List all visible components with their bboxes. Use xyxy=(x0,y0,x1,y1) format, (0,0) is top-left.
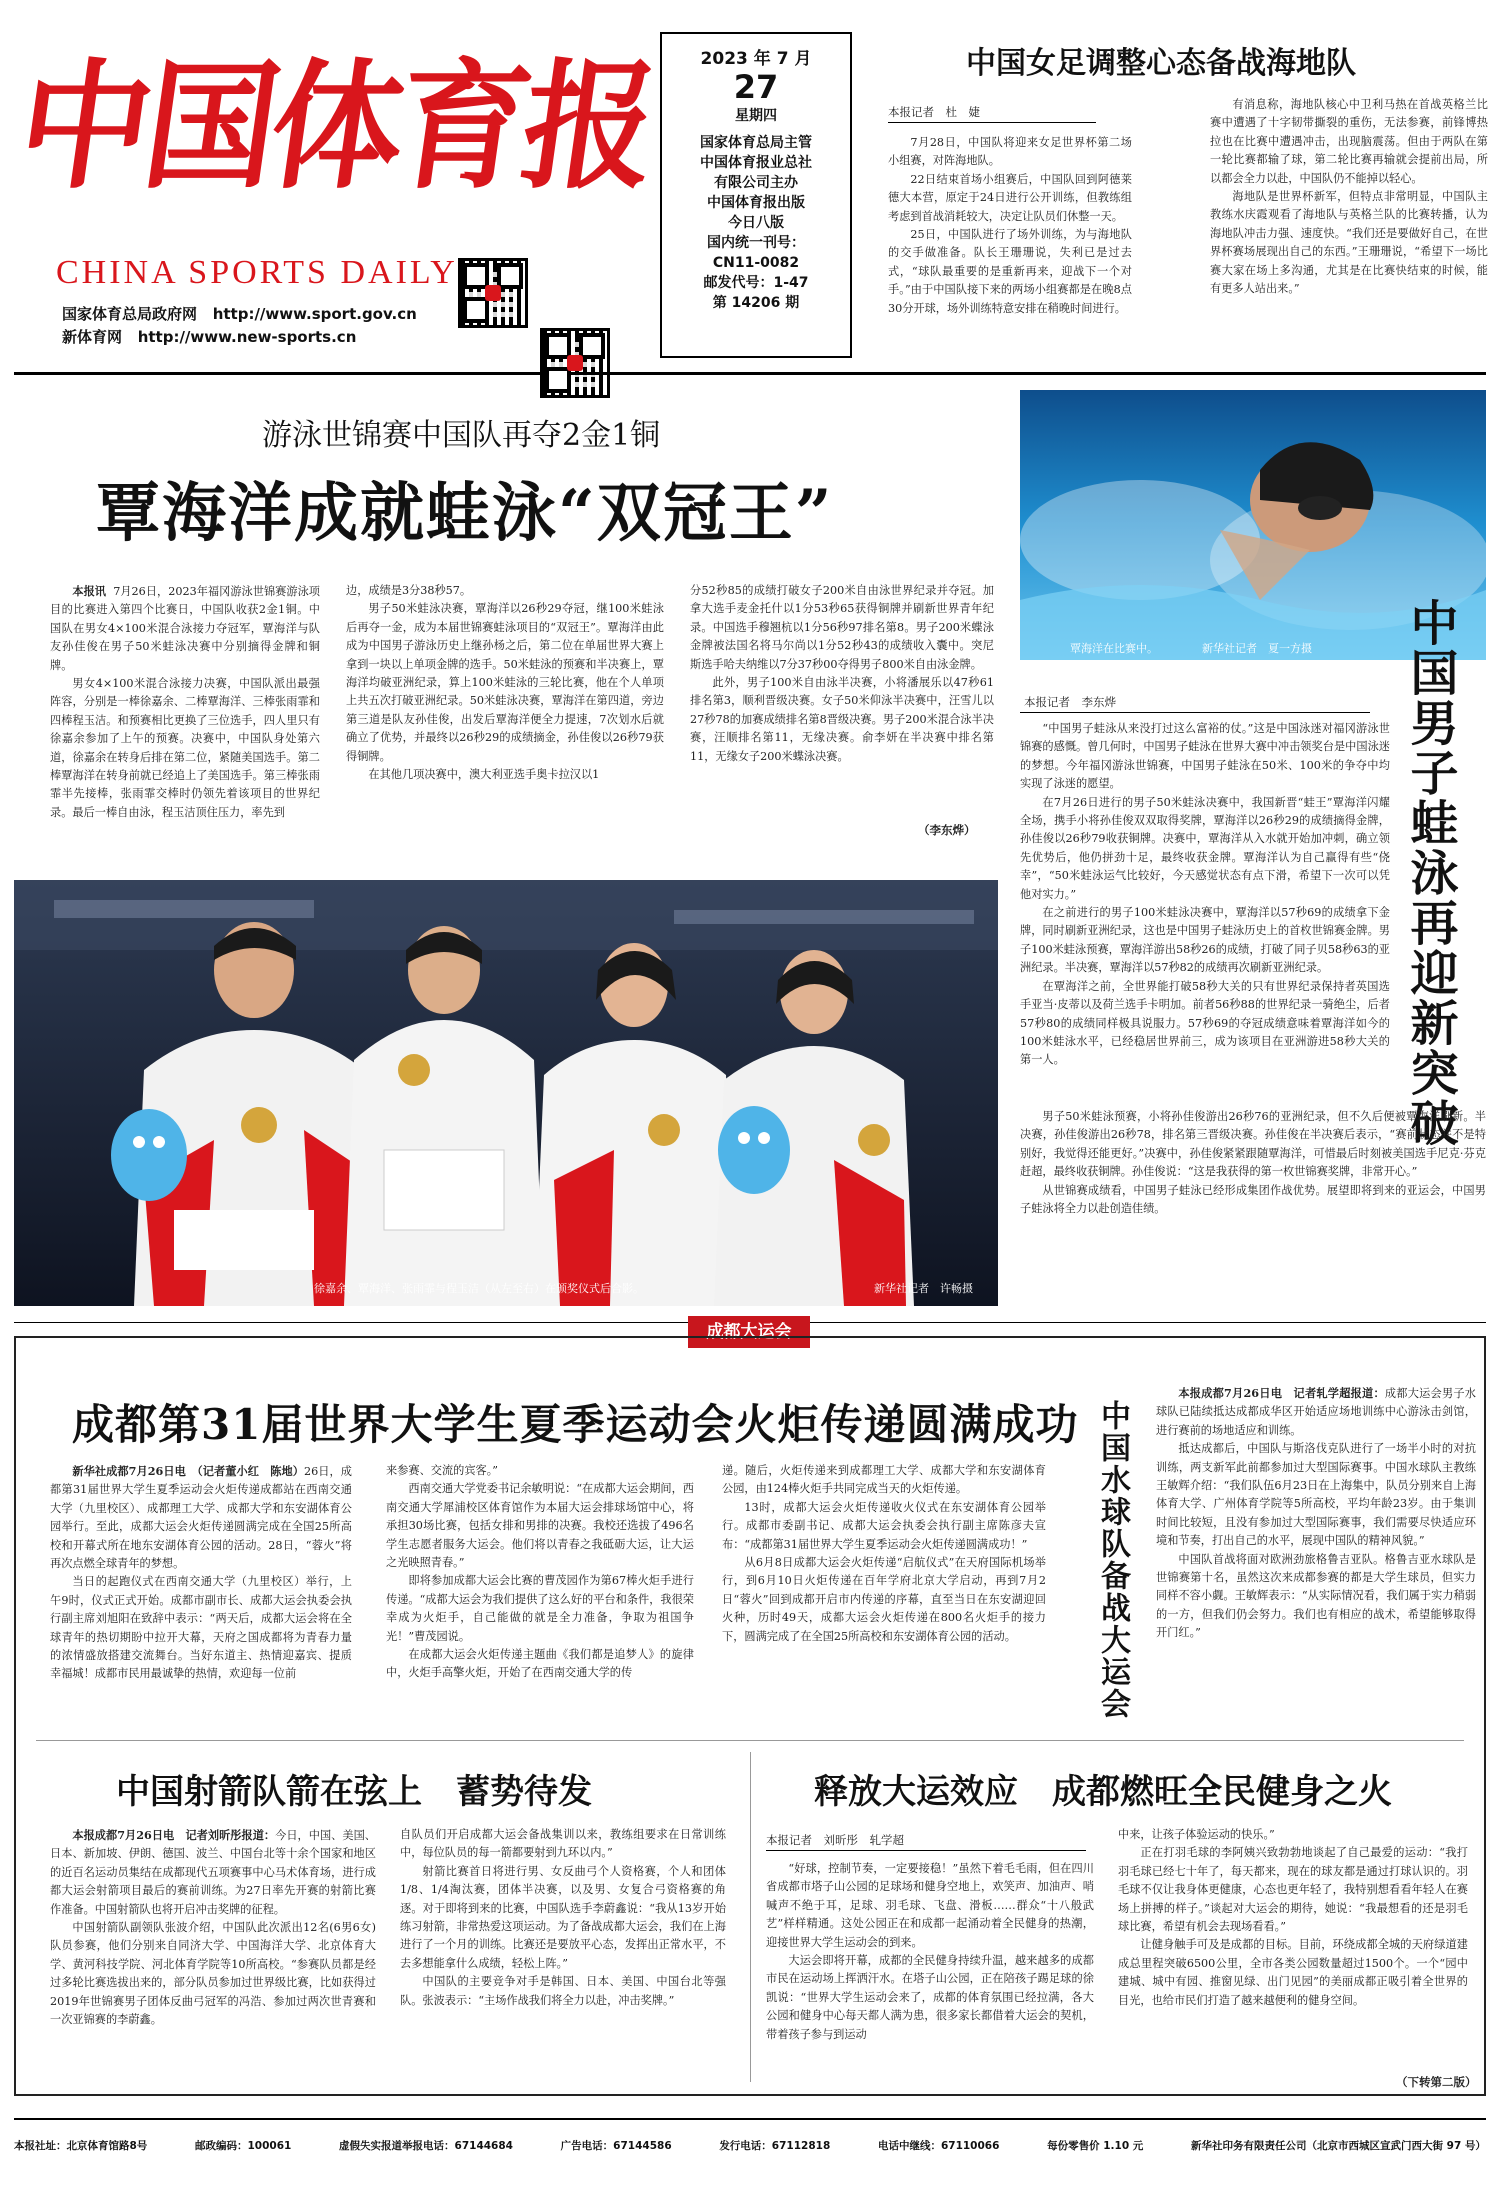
footer xyxy=(14,2138,1486,2153)
website-name-1: 国家体育总局政府网 xyxy=(62,305,198,323)
section-tag[interactable]: 成都大运会 xyxy=(688,1316,810,1348)
paragraph: 本报成都7月26日电 记者轧学超报道：成都大运会男子水球队已陆续抵达成都成华区开始适应场地训练中心游泳击剑馆，进行赛前的场地适应和训练。 xyxy=(1156,1386,1476,1437)
qr-code-icon xyxy=(540,328,610,398)
headline-swim[interactable]: 覃海洋成就蛙泳“双冠王” xyxy=(96,476,834,551)
footer-report-phone: 虚假失实报道举报电话：67144684 xyxy=(339,2140,513,2152)
paragraph: 有消息称，海地队核心中卫利马热在首战英格兰比赛中遭遇了十字韧带撕裂的重伤，无法参赛，前锋博热拉也在比赛中遭遇冲击，出现脑震荡。但由于两队在第一轮比赛都输了球，第二轮比赛再输就会提前出局，所以都会全力以赴，中国队仍不能掉以轻心。 xyxy=(1210,98,1488,185)
paragraph: 从6月8日成都大运会火炬传递“启航仪式”在天府国际机场举行，到6月10日火炬传递在百年学府北京大学启动，再到7月2日“蓉火”回到成都开启市内传递的序幕，直至当日在东安湖迎回火种，历时49天，成都大运会火炬传递在800名火炬手的接力下，圆满完成了在全国25所高校和东安湖体育公园的活动。 xyxy=(722,1556,1046,1643)
headline-fitness[interactable]: 释放大运效应 成都燃旺全民健身之火 xyxy=(814,1772,1392,1812)
paragraph: 在7月26日进行的男子50米蛙泳决赛中，我国新晋“蛙王”覃海洋闪耀全场，携手小将孙佳俊双双取得奖牌，覃海洋以26秒29的成绩摘得金牌，孙佳俊以26秒79收获铜牌。决赛中，覃海洋从入水就开始加冲刺，确立领先优势后，他仍拼劲十足，最终收获金牌。覃海洋认为自己赢得有些“侥幸”，“50米蛙泳运气比较好，今天感觉状态有点下滑，希望下一次可以凭他对实力。” xyxy=(1020,795,1390,901)
website-url-1: http://www.sport.gov.cn xyxy=(212,305,417,323)
publisher-line: 中国体育报出版 xyxy=(707,195,805,211)
footer-trunk-phone: 电话中继线：67110066 xyxy=(877,2140,1000,2152)
paragraph: 自队员们开启成都大运会备战集训以来，教练组要求在日常训练中，每位队员的每一箭都要射到九环以内。” xyxy=(400,1828,726,1860)
publisher-line: 国家体育总局主管 xyxy=(700,135,812,151)
photo-caption: 徐嘉余、覃海洋、张雨霏与程玉洁（从左至右）在颁奖仪式后合影。 xyxy=(314,1282,644,1295)
article-column xyxy=(50,1826,376,2090)
paragraph: 在之前进行的男子100米蛙泳决赛中，覃海洋以57秒69的成绩拿下金牌，同时刷新亚洲纪录，这也是中国男子蛙泳历史上的首枚世锦赛金牌。男子100米蛙泳预赛，覃海洋游出58秒26的成绩，打破了同子贝58秒63的亚洲纪录。半决赛，覃海洋以57秒82的成绩再次刷新亚洲纪录。 xyxy=(1020,906,1390,975)
headline-womens-football[interactable]: 中国女足调整心态备战海地队 xyxy=(966,46,1356,81)
paragraph: 新华社成都7月26日电 （记者董小红 陈地）26日，成都第31届世界大学生夏季运动会火炬传递成都站在西南交通大学（九里校区）、成都理工大学、成都大学和东安湖体育公园举行。至此，成都大运会火炬传递圆满完成在全国25所高校和开幕式所在地东安湖体育公园的活动。28日，“蓉火”将再次点燃全球青年的梦想。 xyxy=(50,1464,352,1571)
paragraph: 中来，让孩子体验运动的快乐。” xyxy=(1118,1828,1275,1841)
date-box xyxy=(660,32,852,358)
footer-printer: 新华社印务有限责任公司（北京市西城区宣武门西大街 97 号） xyxy=(1191,2140,1486,2152)
footer-address: 本报社址：北京体育馆路8号 xyxy=(14,2140,148,2152)
paragraph: 22日结束首场小组赛后，中国队回到阿德莱德大本营，原定于24日进行公开训练，但教练组考虑到首战消耗较大，决定让队员们休整一天。 xyxy=(888,172,1132,223)
article-column xyxy=(766,1860,1094,2092)
paragraph: 边，成绩是3分38秒57。 xyxy=(346,584,472,597)
paragraph: 本报成都7月26日电 记者刘昕彤报道：今日，中国、美国、日本、新加坡、伊朗、德国、波兰、中国台北等十余个国家和地区的近百名运动员集结在成都现代五项赛事中心马术体育场，进行成都大运会射箭项目最后的赛前训练。为27日率先开赛的射箭比赛作准备。中国射箭队也将开启冲击奖牌的征程。 xyxy=(50,1828,376,1916)
paragraph: 从世锦赛成绩看，中国男子蛙泳已经形成集团作战优势。展望即将到来的亚运会，中国男子蛙泳将全力以赴创造佳绩。 xyxy=(1020,1183,1486,1216)
divider xyxy=(36,1740,1464,1741)
article-column xyxy=(1210,96,1488,354)
divider xyxy=(888,122,1096,123)
paragraph: “好球，控制节奏，一定要接稳！”虽然下着毛毛雨，但在四川省成都市塔子山公园的足球场和健身空地上，欢笑声、加油声、哨喊声不绝于耳，足球、羽毛球、飞盘、滑板……群众“十八般武艺”样样精通。这处公园正在和成都一起涌动着全民健身的热潮，迎接世界大学生运动会的到来。 xyxy=(766,1862,1094,1949)
article-column xyxy=(1118,1826,1468,2072)
article-column xyxy=(1020,720,1390,1108)
article-column xyxy=(1156,1384,1476,1724)
article-column xyxy=(400,1826,726,2090)
kicker: 游泳世锦赛中国队再夺2金1铜 xyxy=(262,418,661,453)
paragraph: 来参赛、交流的宾客。” xyxy=(386,1464,498,1477)
headline-mens-breaststroke[interactable]: 中国男子蛙泳再迎新突破 xyxy=(1402,598,1458,1148)
article-column xyxy=(50,1462,352,1726)
headline-torch-relay[interactable]: 成都第31届世界大学生夏季运动会火炬传递圆满成功 xyxy=(72,1400,1079,1449)
paragraph: 让健身触手可及是成都的目标。目前，环绕成都全城的天府绿道建成总里程突破6500公里，全市各类公园数量超过1500个。一个“园中建城、城中有园、推窗见绿、出门见园”的美丽成都正吸引着全世界的目光，也给市民们打造了越来越便利的健身空间。 xyxy=(1118,1938,1468,2007)
date-year-month: 2023 年 7 月 xyxy=(700,49,812,69)
paragraph: 抵达成都后，中国队与斯洛伐克队进行了一场半小时的对抗训练，两支新军此前都参加过大型国际赛事。中国水球队主教练王敏辉介绍：“我们队伍6月23日在上海集中，队员分别来自上海体育大学、广州体育学院等5所高校，平均年龄23岁。由于集训时间比较短，且没有参加过大型国际赛事，我们需要尽快适应环境和节奏，打出自己的水平，展现中国队的精神风貌。” xyxy=(1156,1442,1476,1548)
footer-rule xyxy=(14,2118,1486,2120)
byline: 新华社成都7月26日电 （记者董小红 陈地） xyxy=(72,1464,304,1478)
paragraph: 在覃海洋之前，全世界能打破58秒大关的只有世界纪录保持者英国选手亚当·皮蒂以及荷兰选手卡明加。前者56秒88的世界纪录一骑绝尘，后者57秒80的成绩同样极具说服力。57秒69的夺冠成绩意味着覃海洋如今的100米蛙泳水平，已经稳居世界前三，成为该项目在亚洲游进58秒大关的第一人。 xyxy=(1020,979,1390,1067)
paragraph: 即将参加成都大运会比赛的曹茂园作为第67棒火炬手进行传递。“成都大运会为我们提供了这么好的平台和条件，我很荣幸成为火炬手，自己能做的就是全力准备，争取为祖国争光！”曹茂园说。 xyxy=(386,1574,694,1643)
lead-in: 本报讯 xyxy=(72,584,107,598)
paragraph: 男女4×100米混合泳接力决赛，中国队派出最强阵容，分别是一棒徐嘉余、二棒覃海洋、三棒张雨霏和四棒程玉洁。和预赛相比更换了三位选手，四人里只有徐嘉余参加了上午的预赛。决赛中，中国队身处第六道，徐嘉余在转身后排在第二位，紧随美国选手。第二棒覃海洋在转身前就已经追上了美国选手。第三棒张雨霏半先接棒，张雨霏交棒时仍领先着该项目的世界纪录。最后一棒自由泳，程玉洁顶住压力，率先到 xyxy=(50,677,320,819)
paragraph: 递。随后，火炬传递来到成都理工大学、成都大学和东安湖体育公园，由124棒火炬手共同完成当天的火炬传递。 xyxy=(722,1464,1046,1496)
paragraph: 在其他几项决赛中，澳大利亚选手奥卡拉汉以1 xyxy=(368,768,600,782)
paragraph: 中国队首战将面对欧洲劲旅格鲁吉亚队。格鲁吉亚水球队是世锦赛第十名，虽然这次来成都参赛的都是大学生球员，但实力同样不容小觑。王敏辉表示：“从实际情况看，我们属于实力稍弱的一方，但我们仍会努力。我们也有相应的战术，希望能够取得开门红。” xyxy=(1156,1552,1476,1640)
article-column xyxy=(386,1462,694,1726)
signoff: （李东烨） xyxy=(918,823,976,837)
divider xyxy=(1020,712,1370,713)
paragraph: 分52秒85的成绩打破女子200米自由泳世界纪录并夺冠。加拿大选手麦金托什以1分53秒65获得铜牌并刷新世界青年纪录。中国选手穆翘杭以1分56秒97排名第8。男子200米蝶泳金牌被法国名将马尔尚以1分52秒43的成绩收入囊中。突尼斯选手哈夫纳维以7分37秒00夺得男子800米自由泳金牌。 xyxy=(690,584,994,671)
paragraph: 此外，男子100米自由泳半决赛，小将潘展乐以47秒61排名第3，顺利晋级决赛。女子50米仰泳半决赛中，汪雪儿以27秒78的加赛成绩排名第8晋级决赛。男子200米混合泳半决赛，汪顺排名第11，无缘决赛。俞李妍在半决赛中排名第11，无缘女子200米蝶泳决赛。 xyxy=(690,676,994,763)
paragraph: 13时，成都大运会火炬传递收火仪式在东安湖体育公园举行。成都市委副书记、成都大运会执委会执行副主席陈彦夫宣布：“成都第31届世界大学生夏季运动会火炬传递圆满成功！” xyxy=(722,1500,1046,1551)
paragraph: 大运会即将开幕，成都的全民健身持续升温，越来越多的成都市民在运动场上挥洒汗水。在塔子山公园，正在陪孩子踢足球的徐凯说：“世界大学生运动会来了，成都的体育氛围已经拉满，各大公园和健身中心每天都人满为患，很多家长都借着大运会的契机，带着孩子参与到运动 xyxy=(766,1954,1094,2041)
medalists-photo[interactable] xyxy=(14,880,998,1306)
article-column xyxy=(346,582,664,842)
continued-note[interactable]: （下转第二版） xyxy=(1396,2075,1477,2089)
footer-postcode: 邮政编码：100061 xyxy=(195,2140,292,2152)
cn-number: CN11-0082 xyxy=(712,255,800,271)
paragraph: 海地队是世界杯新军，但特点非常明显，中国队主教练水庆霞观看了海地队与英格兰队的比赛转播，认为海地队冲击力强、速度快。“我们还是要做好自己，在世界杯赛场展现出自己的东西。”王珊珊说，“希望下一场比赛大家在场上多沟通，尤其是在比赛快结束的时候，能有更多人站出来。” xyxy=(1210,190,1488,296)
paragraph: 射箭比赛首日将进行男、女反曲弓个人资格赛，个人和团体1/8、1/4淘汰赛，团体半决赛，以及男、女复合弓资格赛的角逐。对于即将到来的比赛，中国队选手李蔚鑫说：“我从13岁开始练习射箭，非常热爱这项运动。为了备战成都大运会，我们在上海进行了一个月的训练。比赛还是要放平心态，发挥出正常水平，不去多想能拿什么成绩，轻松上阵。” xyxy=(400,1864,726,1970)
qr-code-icon xyxy=(458,258,528,328)
paragraph: “中国男子蛙泳从来没打过这么富裕的仗。”这是中国泳迷对福冈游泳世锦赛的感慨。曾几何时，中国男子蛙泳在世界大赛中冲击领奖台是中国泳迷的梦想。今年福冈游泳世锦赛，中国男子蛙泳在50米、100米的争夺中均实现了泳迷的愿望。 xyxy=(1020,722,1390,791)
masthead-rule xyxy=(14,372,1486,375)
masthead-english-title: CHINA SPORTS DAILY xyxy=(56,254,458,291)
headline-water-polo[interactable]: 中国水球队备战大运会 xyxy=(1095,1400,1130,1720)
paragraph: 本报讯 7月26日，2023年福冈游泳世锦赛游泳项目的比赛进入第四个比赛日，中国队收获2金1铜。中国队在男女4×100米混合泳接力夺冠军，覃海洋与队友孙佳俊在男子50米蛙泳决赛中分别摘得金牌和铜牌。 xyxy=(50,584,320,672)
article-column xyxy=(50,582,320,842)
photo-credit: 新华社记者 夏一方摄 xyxy=(1202,642,1312,655)
publisher-line: 中国体育报业总社 xyxy=(700,155,812,171)
divider xyxy=(750,1752,751,2082)
paragraph: 在成都大运会火炬传递主题曲《我们都是追梦人》的旋律中，火炬手高擎火炬，开始了在西南交通大学的传 xyxy=(386,1648,694,1680)
byline: 本报成都7月26日电 记者轧学超报道： xyxy=(1178,1386,1385,1400)
website-url-2: http://www.new-sports.cn xyxy=(137,328,357,346)
paragraph: 25日，中国队进行了场外训练，为与海地队的交手做准备。队长王珊珊说，失利已是过去式，“球队最重要的是重新再来，迎战下一个对手。”由于中国队接下来的两场小组赛都是在晚8点30分开球，场外训练特意安排在稍晚时间进行。 xyxy=(888,228,1132,315)
paragraph: 中国队的主要竞争对手是韩国、日本、美国、中国台北等强队。张波表示：“主场作战我们将全力以赴，冲击奖牌。” xyxy=(400,1975,726,2007)
paragraph: 西南交通大学党委书记余敏明说：“在成都大运会期间，西南交通大学犀浦校区体育馆作为本届大运会排球场馆中心，将承担30场比赛，包括女排和男排的决赛。我校还选拔了496名学生志愿者服务大运会。他们将以青春之我砥砺大运，让大运之光映照青春。” xyxy=(386,1482,694,1570)
byline: 本报记者 刘昕彤 轧学超 xyxy=(766,1833,904,1847)
article-column xyxy=(690,582,994,818)
paragraph: 当日的起跑仪式在西南交通大学（九里校区）举行，上午9时，仪式正式开始。成都市副市长、成都大运会执委会执行副主席刘旭阳在致辞中表示：“两天后，成都大运会将在全球青年的热切期盼中拉开大幕，天府之国成都将为青春力量的浓情盛放搭建交流舞台。当好东道主、热情迎嘉宾、提质幸福城！成都市民用最诚挚的热情，欢迎每一位前 xyxy=(50,1575,352,1681)
website-name-2: 新体育网 xyxy=(62,328,123,346)
footer-price: 每份零售价 1.10 元 xyxy=(1047,2140,1144,2152)
divider xyxy=(766,1850,1086,1851)
article-column xyxy=(888,134,1132,354)
paragraph: 男子50米蛙泳预赛，小将孙佳俊游出26秒76的亚洲纪录，但不久后便被覃海洋刷新。半决赛，孙佳俊游出26秒78，排名第三晋级决赛。孙佳俊在半决赛后表示，“赛前状态并不是特别好，我觉得还能更好。”决赛中，孙佳俊紧紧跟随覃海洋，可惜最后时刻被美国选手尼克·芬克赶超，最终收获铜牌。孙佳俊说：“这是我获得的第一枚世锦赛奖牌，非常开心。” xyxy=(1020,1110,1486,1179)
publisher-line: 有限公司主办 xyxy=(714,175,798,191)
edition-count: 今日八版 xyxy=(728,215,784,231)
byline: 本报记者 杜 婕 xyxy=(888,105,980,119)
footer-ad-phone: 广告电话：67144586 xyxy=(560,2140,672,2152)
date-day: 27 xyxy=(733,68,779,106)
issue-number: 第 14206 期 xyxy=(712,295,800,311)
cn-label: 国内统一刊号： xyxy=(707,235,805,251)
postal-code: 邮发代号：1-47 xyxy=(703,275,809,291)
medalists-illustration xyxy=(14,880,998,1306)
photo-credit: 新华社记者 许畅摄 xyxy=(874,1282,973,1295)
paragraph: 男子50米蛙泳决赛，覃海洋以26秒29夺冠，继100米蛙泳后再夺一金，成为本届世锦赛蛙泳项目的“双冠王”。覃海洋由此成为中国男子游泳历史上继孙杨之后，第二位在单届世界大赛上拿到一块以上单项金牌的选手。50米蛙泳的预赛和半决赛上，覃海洋均破亚洲纪录，算上100米蛙泳的三轮比赛，他在个人单项上共五次打破亚洲纪录。50米蛙泳决赛，覃海洋在第四道，旁边第三道是队友孙佳俊，出发后覃海洋便全力提速，7次划水后就确立了优势，并最终以26秒29的成绩摘金，孙佳俊以26秒79获得铜牌。 xyxy=(346,602,664,763)
byline: 本报成都7月26日电 记者刘昕彤报道： xyxy=(72,1828,276,1842)
website-link-1[interactable] xyxy=(62,303,417,324)
paragraph: 中国射箭队副领队张波介绍，中国队此次派出12名(6男6女)队员参赛，他们分别来自同济大学、中国海洋大学、北京体育大学、黄河科技学院、河北体育学院等10所高校。“参赛队员都是经过多轮比赛选拔出来的，部分队员参加过世界级比赛，比如获得过2019年世锦赛男子团体反曲弓冠军的冯浩、参加过两次世青赛和一次亚锦赛的李蔚鑫。 xyxy=(50,1921,376,2027)
weekday: 星期四 xyxy=(735,108,777,124)
website-link-2[interactable] xyxy=(62,326,356,347)
footer-circulation-phone: 发行电话：67112818 xyxy=(719,2140,831,2152)
article-column xyxy=(1020,1108,1486,1304)
masthead xyxy=(8,20,662,360)
byline: 本报记者 李东烨 xyxy=(1024,695,1116,709)
paragraph: 7月28日，中国队将迎来女足世界杯第二场小组赛，对阵海地队。 xyxy=(888,136,1132,168)
photo-caption: 覃海洋在比赛中。 xyxy=(1070,642,1158,655)
paragraph: 正在打羽毛球的李阿姨兴致勃勃地谈起了自己最爱的运动：“我打羽毛球已经七十年了，每天都来，现在的球友都是通过打球认识的。羽毛球不仅让我身体更健康，心态也更年轻了，我特别想看看年轻人在赛场上拼搏的样子。”谈起对大运会的期待，她说：“我最想看的还是羽毛球比赛，希望有机会去现场看看。” xyxy=(1118,1846,1468,1934)
headline-archery[interactable]: 中国射箭队箭在弦上 蓄势待发 xyxy=(116,1772,592,1812)
article-column xyxy=(722,1462,1046,1726)
masthead-title: 中国体育报 xyxy=(8,45,662,209)
